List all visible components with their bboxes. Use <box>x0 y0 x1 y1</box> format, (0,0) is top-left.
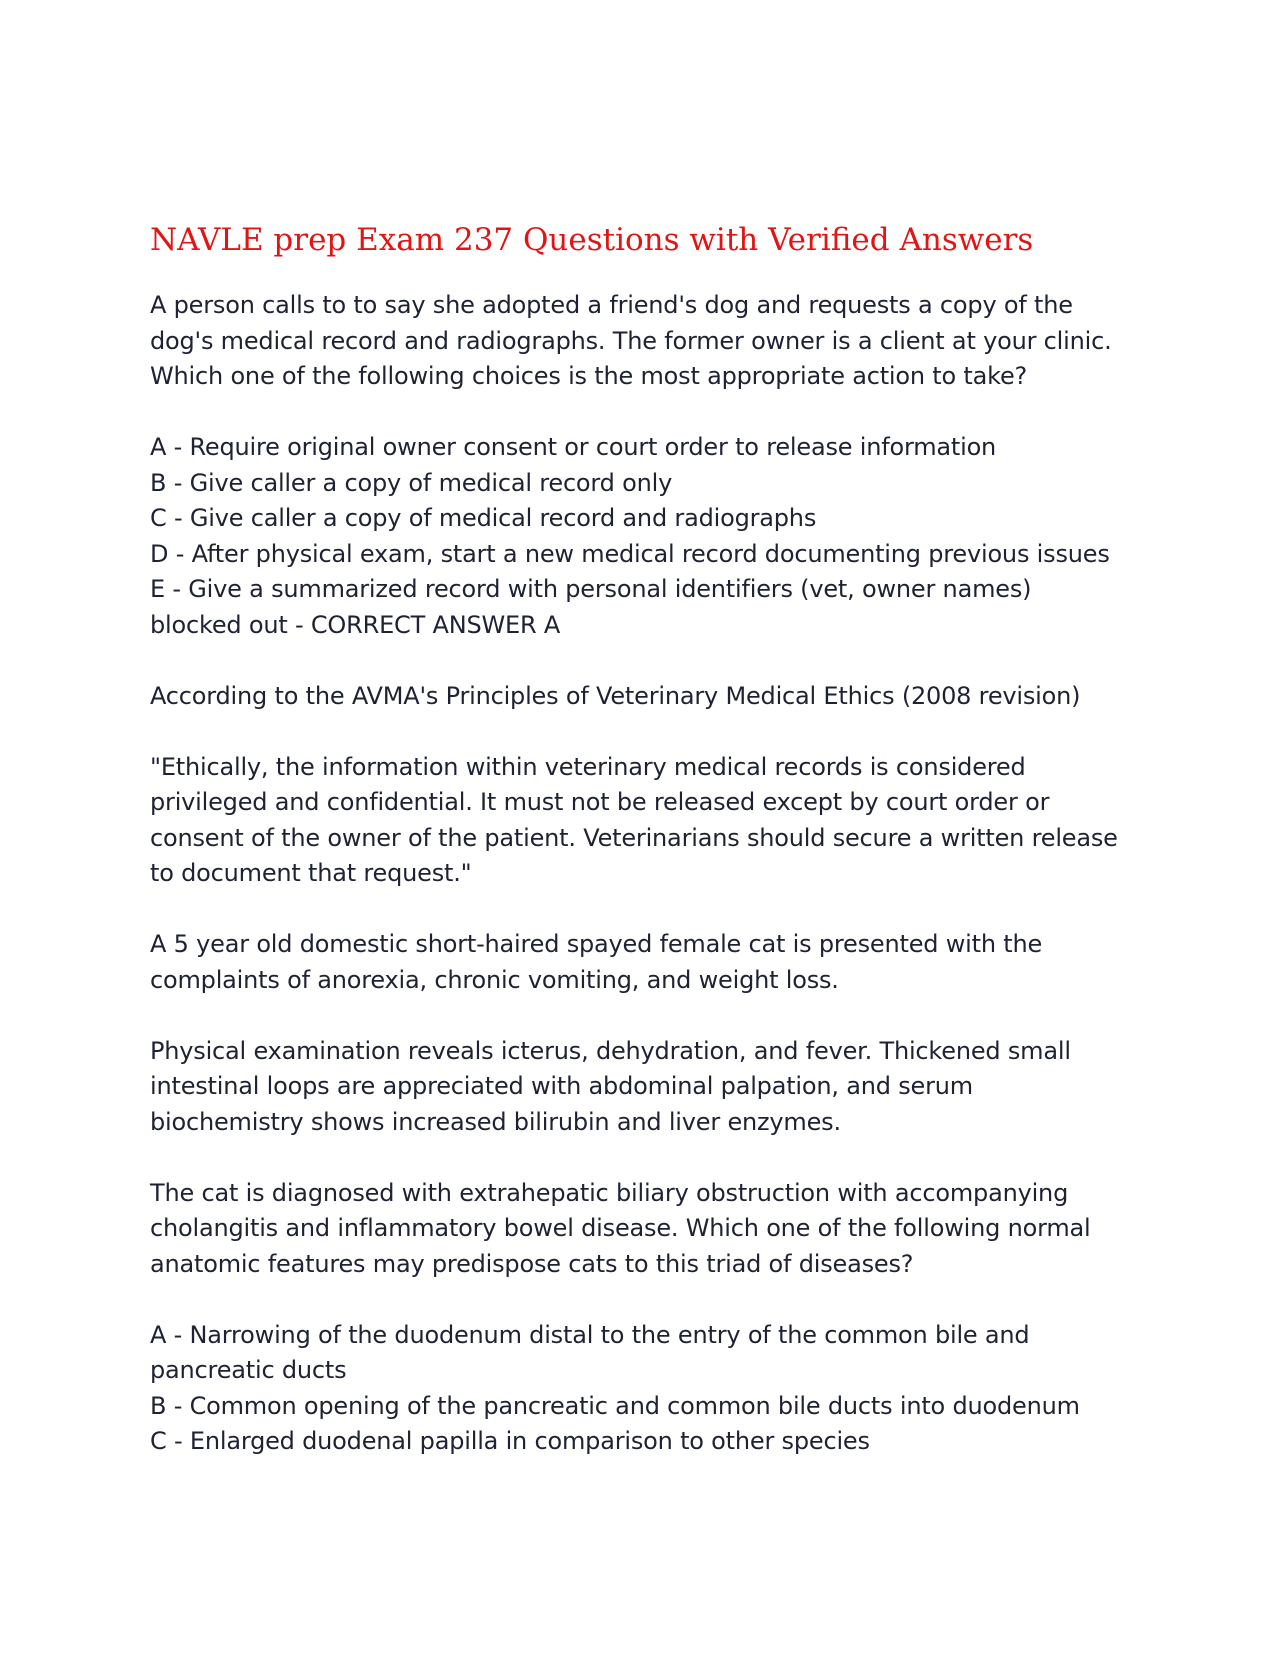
text-line: intestinal loops are appreciated with abdominal palpation, and serum <box>150 1072 973 1100</box>
text-line: A 5 year old domestic short-haired spayed female cat is presented with the <box>150 930 1043 958</box>
text-line: The cat is diagnosed with extrahepatic biliary obstruction with accompanying <box>150 1178 1069 1207</box>
text-line: dog's medical record and radiographs. The former owner is a client at your clinic. <box>150 326 1112 355</box>
question-2-stem <box>150 1176 1150 1283</box>
document-title: NAVLE prep Exam 237 Questions with Verified Answers <box>150 222 1034 258</box>
text-line: According to the AVMA's Principles of Veterinary Medical Ethics (2008 revision) <box>150 681 1081 710</box>
choice-a: A - Narrowing of the duodenum distal to the entry of the common bile and <box>150 1320 1030 1349</box>
correct-answer: blocked out - CORRECT ANSWER A <box>150 610 561 639</box>
document-content <box>150 218 1150 1495</box>
question-1-stem <box>150 288 1150 395</box>
question-2-case <box>150 927 1150 998</box>
text-line: Which one of the following choices is the most appropriate action to take? <box>150 362 1028 390</box>
text-line: Physical examination reveals icterus, dehydration, and fever. Thickened small <box>150 1036 1071 1065</box>
text-line: consent of the owner of the patient. Veterinarians should secure a written release <box>150 823 1118 852</box>
text-line: to document that request." <box>150 859 472 887</box>
text-line: anatomic features may predispose cats to this triad of diseases? <box>150 1249 914 1278</box>
explanation-quote <box>150 750 1150 892</box>
question-1-choices <box>150 430 1150 643</box>
choice-c: C - Enlarged duodenal papilla in comparison to other species <box>150 1427 870 1455</box>
choice-a-continued: pancreatic ducts <box>150 1356 347 1384</box>
question-2-exam-findings <box>150 1034 1150 1141</box>
text-line: privileged and confidential. It must not be released except by court order or <box>150 788 1050 816</box>
text-line: complaints of anorexia, chronic vomiting, and weight loss. <box>150 965 839 994</box>
explanation-source <box>150 679 1150 715</box>
text-line: cholangitis and inflammatory bowel disease. Which one of the following normal <box>150 1214 1091 1242</box>
question-2-choices <box>150 1318 1150 1460</box>
text-line: A person calls to to say she adopted a friend's dog and requests a copy of the <box>150 291 1073 319</box>
choice-a: A - Require original owner consent or court order to release information <box>150 433 997 461</box>
choice-d: D - After physical exam, start a new medical record documenting previous issues <box>150 539 1110 568</box>
choice-b: B - Common opening of the pancreatic and common bile ducts into duodenum <box>150 1391 1080 1420</box>
choice-e: E - Give a summarized record with personal identifiers (vet, owner names) <box>150 575 1032 603</box>
text-line: "Ethically, the information within veterinary medical records is considered <box>150 752 1026 781</box>
choice-b: B - Give caller a copy of medical record only <box>150 468 673 497</box>
choice-c: C - Give caller a copy of medical record and radiographs <box>150 504 817 532</box>
text-line: biochemistry shows increased bilirubin and liver enzymes. <box>150 1107 841 1136</box>
